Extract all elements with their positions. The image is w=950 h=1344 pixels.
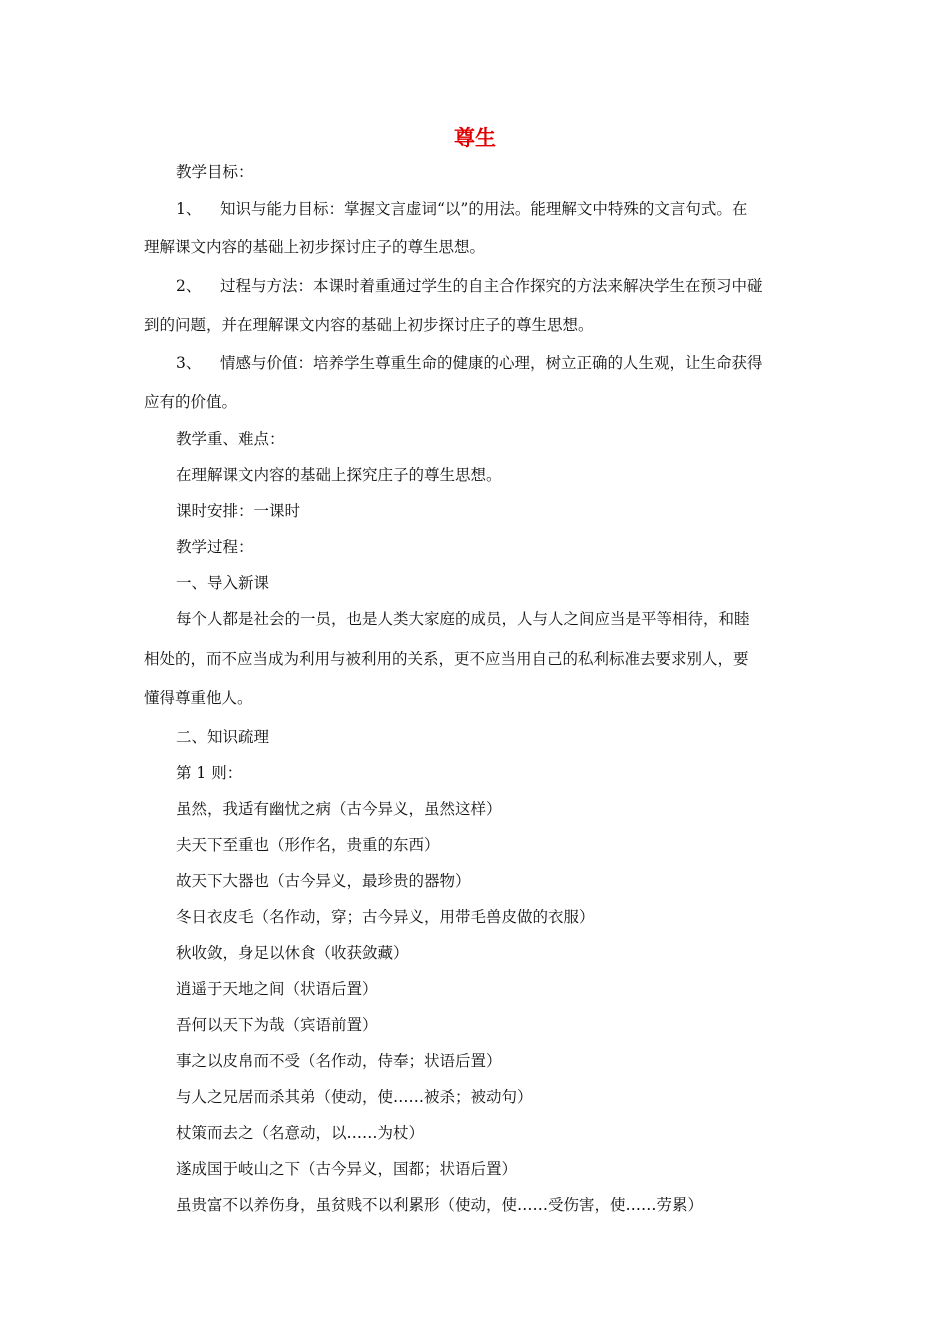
key-points-text: 在理解课文内容的基础上探究庄子的尊生思想。 [176, 466, 502, 484]
objective-3-line1 [176, 352, 763, 374]
objective-3-text: 情感与价值：培养学生尊重生命的健康的心理，树立正确的人生观，让生命获得 [220, 354, 763, 372]
note-item: 虽贵富不以养伤身，虽贫贱不以利累形（使动，使……受伤害，使……劳累） [176, 1196, 704, 1214]
intro-line1: 每个人都是社会的一员，也是人类大家庭的成员，人与人之间应当是平等相待，和睦 [176, 610, 750, 628]
schedule-text: 课时安排：一课时 [176, 502, 301, 520]
objective-1-text: 知识与能力目标：掌握文言虚词“以”的用法。能理解文中特殊的文言句式。在 [220, 200, 748, 218]
note-item: 虽然，我适有幽忧之病（古今异义，虽然这样） [176, 800, 502, 818]
intro-line3: 懂得尊重他人。 [144, 689, 253, 707]
note-item: 杖策而去之（名意动，以……为杖） [176, 1124, 425, 1142]
note-item: 故天下大器也（古今异义，最珍贵的器物） [176, 872, 471, 890]
objectives-heading: 教学目标： [176, 163, 254, 181]
note-item: 吾何以天下为哉（宾语前置） [176, 1016, 378, 1034]
objective-1-number: 1、 [176, 200, 202, 218]
note-item: 遂成国于岐山之下（古今异义，国都；状语后置） [176, 1160, 518, 1178]
note-item: 逍遥于天地之间（状语后置） [176, 980, 378, 998]
objective-1-line1 [176, 198, 747, 220]
note-item: 冬日衣皮毛（名作动，穿；古今异义，用带毛兽皮做的衣服） [176, 908, 595, 926]
note-item: 秋收敛，身足以休食（收获敛藏） [176, 944, 409, 962]
objective-3-number: 3、 [176, 354, 202, 372]
note-item: 事之以皮帛而不受（名作动，侍奉；状语后置） [176, 1052, 502, 1070]
process-heading: 教学过程： [176, 538, 254, 556]
intro-line2: 相处的，而不应当成为利用与被利用的关系，更不应当用自己的私利标准去要求别人，要 [144, 650, 749, 668]
section-2-heading: 二、知识疏理 [176, 728, 270, 746]
objective-1-line2: 理解课文内容的基础上初步探讨庄子的尊生思想。 [144, 238, 486, 256]
objective-2-number: 2、 [176, 277, 202, 295]
document-title: 尊生 [454, 126, 496, 150]
key-points-heading: 教学重、难点： [176, 430, 285, 448]
note-item: 与人之兄居而杀其弟（使动，使……被杀；被动句） [176, 1088, 533, 1106]
section-1-heading: 一、导入新课 [176, 574, 270, 592]
part-1-heading: 第 1 则： [176, 764, 243, 782]
objective-2-text: 过程与方法：本课时着重通过学生的自主合作探究的方法来解决学生在预习中碰 [220, 277, 763, 295]
note-item: 夫天下至重也（形作名，贵重的东西） [176, 836, 440, 854]
objective-2-line1 [176, 275, 763, 297]
objective-3-line2: 应有的价值。 [144, 393, 238, 411]
objective-2-line2: 到的问题，并在理解课文内容的基础上初步探讨庄子的尊生思想。 [144, 316, 594, 334]
